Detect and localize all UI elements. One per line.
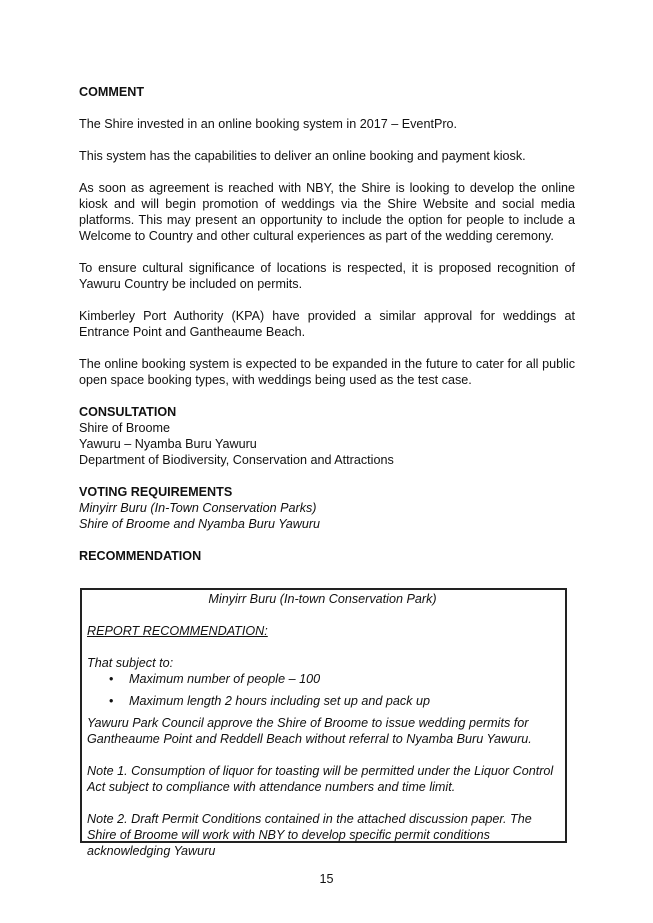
comment-paragraph: Kimberley Port Authority (KPA) have provided a similar approval for weddings at Entrance Point and Gantheaume Beach. [79,309,575,339]
bullet-icon: • [109,672,114,686]
report-recommendation-heading: REPORT RECOMMENDATION: [87,624,268,638]
note-1: Note 1. Consumption of liquor for toasting will be permitted under the Liquor Control Act subject to compliance with attendance numbers and time limit. [87,764,554,794]
list-item [109,693,558,709]
box-title: Minyirr Buru (In-town Conservation Park) [208,592,437,606]
consultation-line: Department of Biodiversity, Conservation and Attractions [79,453,394,467]
consultation-line: Shire of Broome [79,421,170,435]
approval-text: Yawuru Park Council approve the Shire of Broome to issue wedding permits for Gantheaume Point and Reddell Beach without referral to Nyamba Buru Yawuru. [87,716,532,746]
note-2: Note 2. Draft Permit Conditions contained in the attached discussion paper. The Shire of Broome will work with NBY to develop specific permit conditions acknowledging Yawuru [87,812,532,858]
voting-line: Minyirr Buru (In-Town Conservation Parks) [79,501,317,515]
comment-paragraph: The Shire invested in an online booking system in 2017 – EventPro. [79,117,458,131]
recommendation-intro: That subject to: [87,656,174,670]
bullet-icon: • [109,694,114,708]
list-item-text: Maximum number of people – 100 [129,672,321,686]
comment-heading: COMMENT [79,85,145,99]
comment-paragraph: This system has the capabilities to deliver an online booking and payment kiosk. [79,149,526,163]
consultation-heading: CONSULTATION [79,405,177,419]
comment-paragraph: As soon as agreement is reached with NBY, the Shire is looking to develop the online kiosk and will begin promotion of weddings via the Shire Website and social media platforms. This may present an opportunity to include the option for people to include a Welcome to Country and other cultural experiences as part of the wedding ceremony. [79,181,575,243]
list-item-text: Maximum length 2 hours including set up and pack up [129,694,431,708]
consultation-line: Yawuru – Nyamba Buru Yawuru [79,437,257,451]
recommendation-box [80,588,567,858]
document-body [79,84,575,564]
page-number: 15 [319,872,334,886]
voting-heading: VOTING REQUIREMENTS [79,485,233,499]
recommendation-heading: RECOMMENDATION [79,549,202,563]
voting-line: Shire of Broome and Nyamba Buru Yawuru [79,517,321,531]
conditions-list [87,671,558,709]
comment-paragraph: The online booking system is expected to be expanded in the future to cater for all public open space booking types, with weddings being used as the test case. [79,357,575,387]
list-item [109,671,558,687]
comment-paragraph: To ensure cultural significance of locations is respected, it is proposed recognition of Yawuru Country be included on permits. [79,261,575,291]
